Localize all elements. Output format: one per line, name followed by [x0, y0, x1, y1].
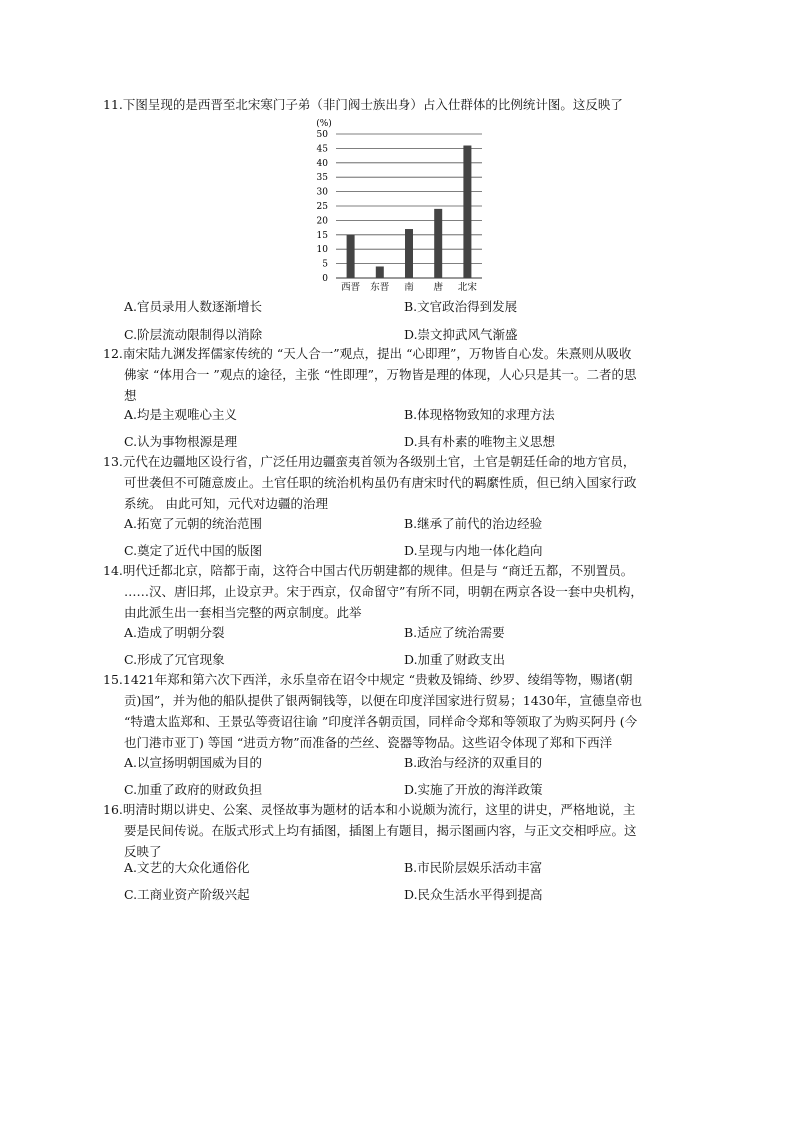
- question-15-option-d[interactable]: D.实施了开放的海洋政策: [404, 782, 543, 797]
- bar-4: [434, 209, 442, 278]
- question-12-option-a[interactable]: A.均是主观唯心主义: [124, 407, 238, 422]
- question-13-option-a[interactable]: A.拓宽了元朝的统治范围: [124, 516, 263, 531]
- question-11-option-c[interactable]: C.阶层流动限制得以消除: [124, 327, 263, 342]
- question-14-option-b[interactable]: B.适应了统治需要: [404, 625, 505, 640]
- question-11-option-b[interactable]: B.文官政治得到发展: [404, 299, 518, 314]
- y-tick-label: 20: [316, 216, 328, 227]
- bar-3: [405, 229, 413, 278]
- y-tick-label: 0: [322, 274, 328, 284]
- question-number: 16.: [103, 802, 123, 817]
- question-14-stem-line-2: ……汉、唐旧邦，止设京尹。宋于西京，仅命留守”有所不同，明朝在两京各设一套中央机构，: [124, 584, 643, 599]
- question-14-stem: [103, 562, 633, 580]
- question-16-option-a[interactable]: A.文艺的大众化通俗化: [124, 860, 250, 875]
- y-tick-label: 40: [316, 158, 328, 169]
- question-13-option-d[interactable]: D.呈现与内地一体化趋向: [404, 543, 543, 558]
- question-13-stem: [103, 453, 635, 471]
- question-16-option-c[interactable]: C.工商业资产阶级兴起: [124, 887, 250, 902]
- question-12-option-c[interactable]: C.认为事物根源是理: [124, 434, 238, 449]
- question-14-option-c[interactable]: C.形成了冗官现象: [124, 652, 225, 667]
- bar-1: [347, 235, 355, 278]
- question-text: 明清时期以讲史、公案、灵怪故事为题材的话本和小说颇为流行，这里的讲史，严格地说，主: [122, 802, 636, 817]
- question-text: 下图呈现的是西晋至北宋寒门子弟（非门阀士族出身）占入仕群体的比例统计图。这反映了: [122, 97, 623, 112]
- question-number: 15.: [103, 672, 123, 687]
- question-14-option-d[interactable]: D.加重了财政支出: [404, 652, 506, 667]
- question-15-stem-line-2: 贡)国”，并为他的船队提供了银两铜钱等，以便在印度洋国家进行贸易；1430年，宣德皇帝也: [124, 693, 643, 708]
- question-13-option-b[interactable]: B.继承了前代的治边经验: [404, 516, 543, 531]
- question-16-stem-line-2: 要是民间传说。在版式形式上均有插图，插图上有题目，揭示图画内容，与正文交相呼应。这: [124, 823, 637, 838]
- question-15-stem: [103, 671, 632, 689]
- y-axis-label: (%): [316, 119, 332, 129]
- question-15-stem-line-4: 也门港市亚丁) 等国 “进贡方物”而准备的苎丝、瓷器等物品。这些诏令体现了郑和下西洋: [124, 735, 613, 750]
- question-text: 明代迁都北京，陪都于南，这符合中国古代历朝建都的规律。但是与 “商迁五都，不别置员。: [122, 563, 634, 578]
- question-15-option-a[interactable]: A.以宣扬明朝国威为目的: [124, 755, 263, 770]
- x-tick-label: 唐: [433, 282, 443, 293]
- question-14-stem-line-3: 由此派生出一套相当完整的两京制度。此举: [124, 605, 362, 620]
- question-11-option-a[interactable]: A.官员录用人数逐渐增长: [124, 299, 263, 314]
- y-tick-label: 15: [316, 230, 328, 241]
- question-text: 南宋陆九渊发挥儒家传统的 “天人合一”观点，提出 “心即理”，万物皆自心发。朱熹则从吸收: [122, 346, 632, 361]
- question-15-stem-line-3: “特遣太监郑和、王景弘等赍诏往谕 ”印度洋各朝贡国，同样命令郑和等领取了为购买阿丹 (今: [124, 714, 638, 729]
- question-text: 1421年郑和第六次下西洋，永乐皇帝在诏令中规定 “贵敕及锦绮、纱罗、绫绢等物，赐诸(朝: [122, 672, 633, 687]
- x-tick-label: 东晋: [370, 282, 390, 293]
- question-12-stem-line-3: 想: [124, 388, 137, 403]
- question-13-stem-line-2: 可世袭但不可随意废止。土官任职的统治机构虽仍有唐宋时代的羁縻性质，但已纳入国家行政: [124, 475, 637, 490]
- question-16-option-b[interactable]: B.市民阶层娱乐活动丰富: [404, 860, 543, 875]
- y-tick-label: 25: [316, 202, 328, 212]
- question-16-option-d[interactable]: D.民众生活水平得到提高: [404, 887, 543, 902]
- question-16-stem-line-3: 反映了: [124, 844, 162, 859]
- question-12-option-b[interactable]: B.体现格物致知的求理方法: [404, 407, 555, 422]
- x-tick-label: 西晋: [341, 282, 361, 293]
- y-tick-label: 10: [316, 245, 328, 256]
- y-tick-label: 45: [316, 144, 328, 155]
- question-12-option-d[interactable]: D.具有朴素的唯物主义思想: [404, 434, 556, 449]
- question-11-option-d[interactable]: D.崇文抑武风气渐盛: [404, 327, 518, 342]
- y-tick-label: 30: [316, 187, 328, 198]
- question-13-stem-line-3: 系统。 由此可知，元代对边疆的治理: [124, 496, 328, 511]
- question-14-option-a[interactable]: A.造成了明朝分裂: [124, 625, 225, 640]
- y-tick-label: 35: [316, 173, 328, 184]
- question-number: 11.: [103, 97, 123, 112]
- question-number: 12.: [103, 346, 123, 361]
- question-12-stem: [103, 345, 631, 363]
- x-tick-label: 南: [404, 282, 414, 293]
- bar-2: [376, 266, 384, 278]
- question-15-option-b[interactable]: B.政治与经济的双重目的: [404, 755, 543, 770]
- y-tick-label: 50: [316, 130, 328, 140]
- bar-5: [463, 146, 471, 278]
- question-number: 14.: [103, 563, 123, 578]
- question-number: 13.: [103, 454, 123, 469]
- x-tick-label: 北宋: [457, 282, 477, 293]
- question-text: 元代在边疆地区设行省，广泛任用边疆蛮夷首领为各级别土官，土官是朝廷任命的地方官员，: [122, 454, 636, 469]
- question-11-stem: [103, 96, 623, 114]
- question-12-stem-line-2: 佛家 “体用合一 ”观点的途径，主张 “性即理”，万物皆是理的体现，人心只是其一。二者的思: [124, 367, 637, 382]
- question-13-option-c[interactable]: C.奠定了近代中国的版图: [124, 543, 263, 558]
- y-tick-label: 5: [322, 259, 328, 270]
- bar-chart: [300, 114, 500, 294]
- question-15-option-c[interactable]: C.加重了政府的财政负担: [124, 782, 263, 797]
- question-16-stem: [103, 801, 635, 819]
